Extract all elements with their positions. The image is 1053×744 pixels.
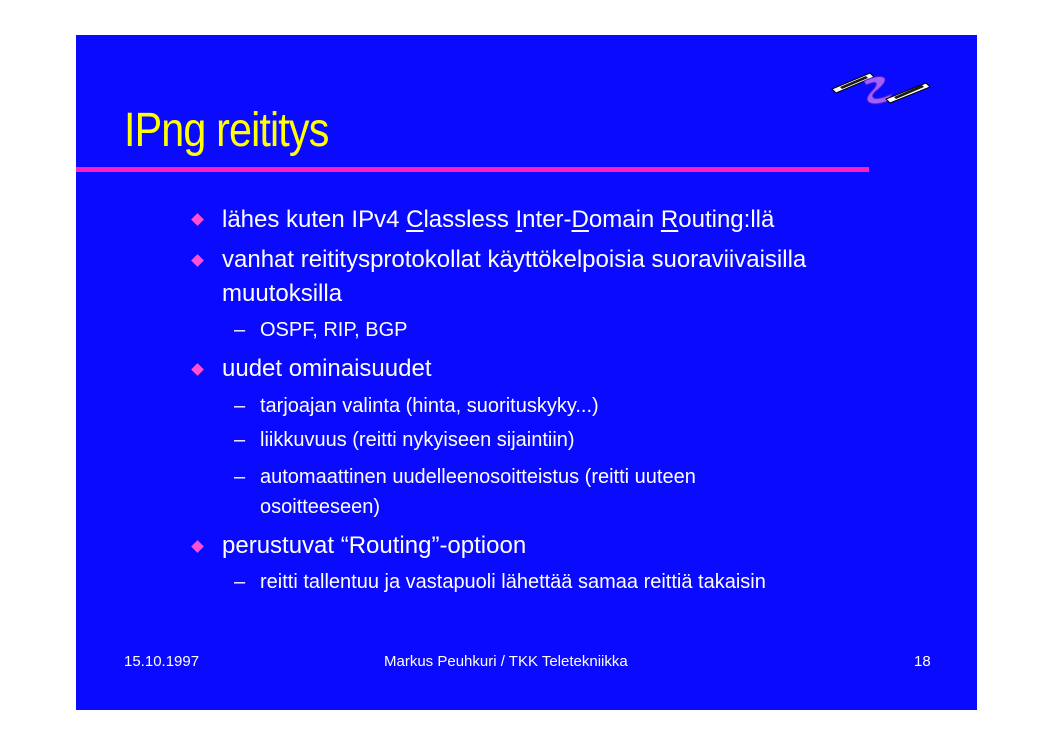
sub-bullet-dash: – — [234, 466, 246, 488]
sub-bullet-dash: – — [234, 571, 246, 593]
footer-author: Markus Peuhkuri / TKK Teletekniikka — [384, 653, 628, 670]
bullet-text: lassless — [423, 206, 516, 233]
bullet-diamond-icon — [191, 213, 204, 226]
acronym-letter: I — [515, 206, 523, 233]
slide-title: IPng reititys — [124, 104, 329, 157]
sub-bullet-item: tarjoajan valinta (hinta, suorituskyky...) — [260, 395, 599, 417]
bullet-text: outing:llä — [678, 206, 775, 233]
bullet-text: omain — [588, 206, 661, 233]
sub-bullet-dash: – — [234, 319, 246, 341]
bullet-text: nter- — [522, 206, 572, 233]
squiggle-logo-icon — [826, 63, 938, 111]
bullet-item: uudet ominaisuudet — [222, 355, 432, 382]
bullet-diamond-icon — [191, 540, 204, 553]
acronym-letter: C — [406, 206, 424, 233]
sub-bullet-dash: – — [234, 395, 246, 417]
sub-bullet-item: OSPF, RIP, BGP — [260, 319, 408, 341]
sub-bullet-item: automaattinen uudelleenosoitteistus (reitti uuteen — [260, 466, 696, 488]
acronym-letter: R — [660, 206, 679, 233]
slide — [76, 35, 977, 710]
sub-bullet-item: liikkuvuus (reitti nykyiseen sijaintiin) — [260, 429, 575, 451]
sub-bullet-dash: – — [234, 429, 246, 451]
bullet-text: lähes kuten IPv4 — [222, 206, 407, 233]
acronym-letter: D — [571, 206, 589, 233]
footer-page-number: 18 — [914, 653, 931, 670]
bullet-item — [222, 201, 774, 239]
bullet-diamond-icon — [191, 363, 204, 376]
bullet-item: perustuvat “Routing”-optioon — [222, 532, 527, 559]
footer-date: 15.10.1997 — [124, 653, 200, 670]
sub-bullet-item: reitti tallentuu ja vastapuoli lähettää samaa reittiä takaisin — [260, 571, 766, 593]
bullet-diamond-icon — [191, 254, 204, 267]
bullet-item-continuation: muutoksilla — [222, 280, 343, 307]
bullet-item: vanhat reititysprotokollat käyttökelpoisia suoraviivaisilla — [222, 246, 807, 273]
title-divider — [76, 167, 869, 172]
sub-bullet-continuation: osoitteeseen) — [260, 496, 381, 518]
